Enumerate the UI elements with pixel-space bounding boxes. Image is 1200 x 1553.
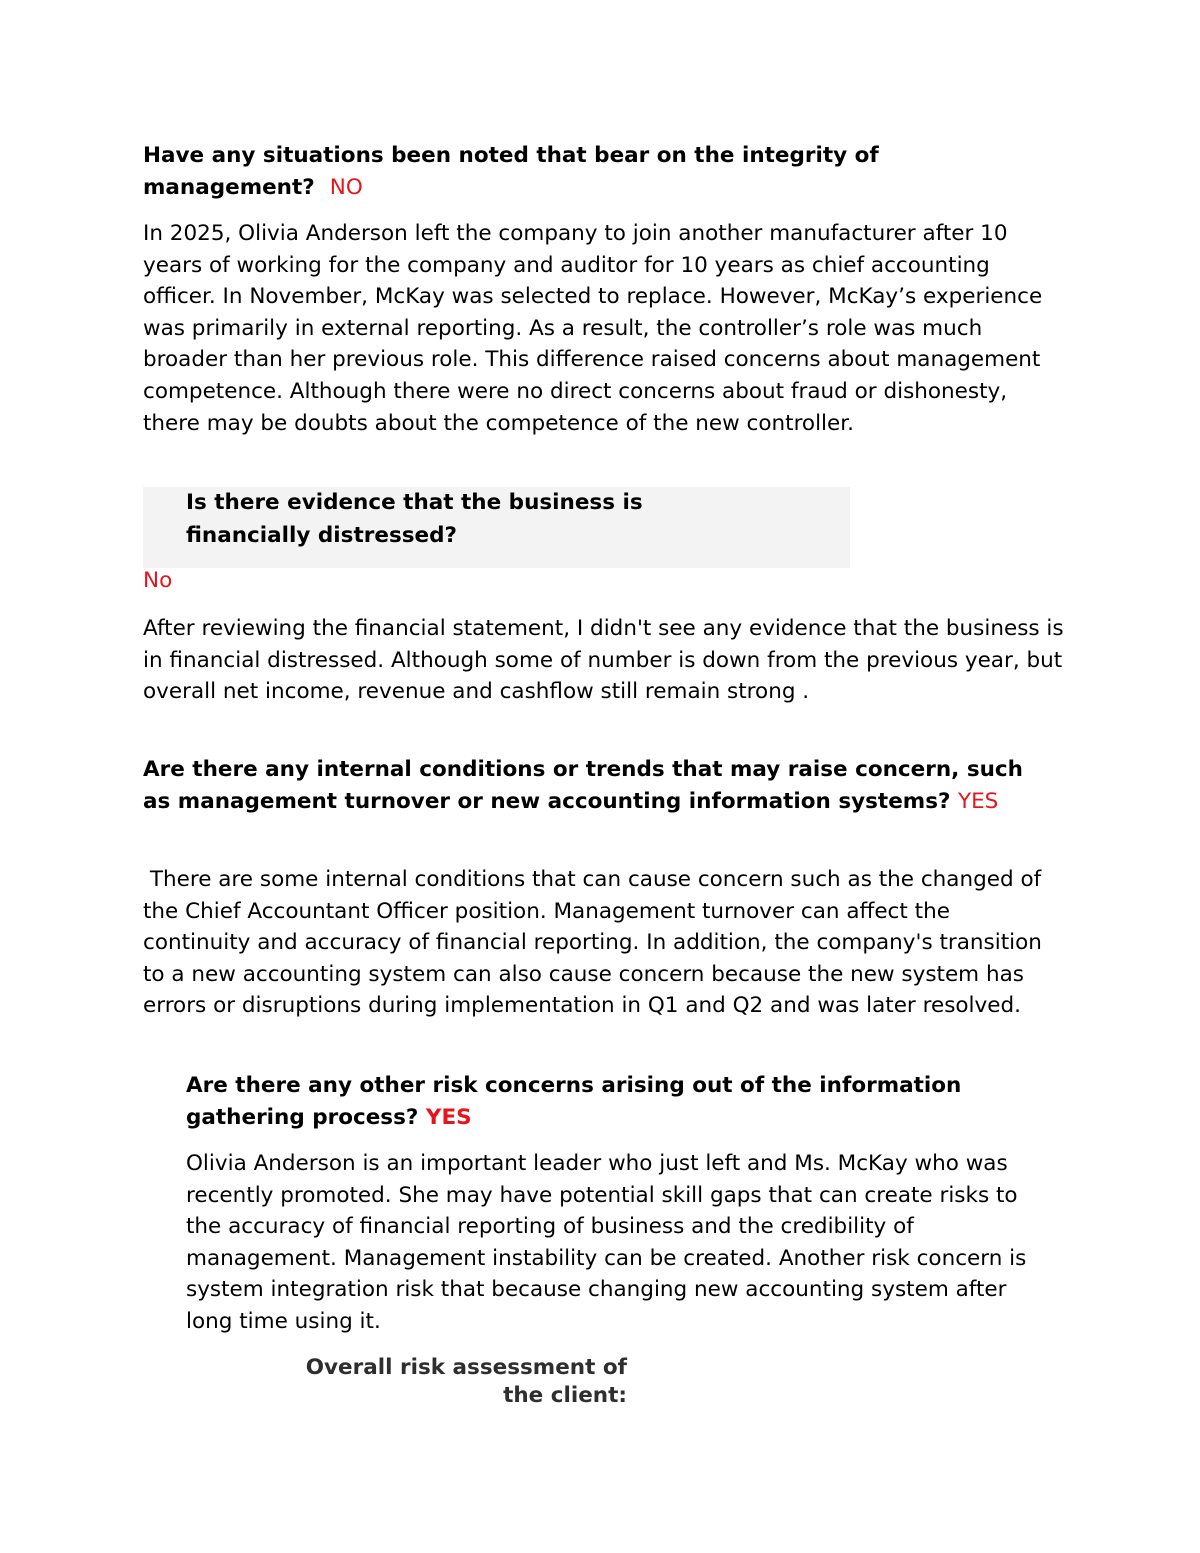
internal-question-text: Are there any internal conditions or trends that may raise concern, such as management turnover or new accounting information systems? [143,757,1023,814]
integrity-question-text: Have any situations been noted that bear on the integrity of management? [143,143,879,200]
other-risk-body: Olivia Anderson is an important leader who just left and Ms. McKay who was recently promoted. She may have potential skill gaps that can create risks to the accuracy of financial reporting of business and the credibility of management. Management instability can be created. Another risk concern is system integration risk that because changing new accounting system after long time using it. [186,1151,1027,1334]
overall-risk-heading [275,1354,627,1410]
other-risk-answer: YES [425,1104,472,1130]
overall-risk-heading-line1: Overall risk assessment of [305,1355,627,1380]
integrity-body: In 2025, Olivia Anderson left the company to join another manufacturer after 10 years of working for the company and auditor for 10 years as chief accounting officer. In November, McKay was selected to replace. However, McKay’s experience was primarily in external reporting. As a result, the controller’s role was much broader than her previous role. This difference raised concerns about management competence. Although there were no direct concerns about fraud or dishonesty, there may be doubts about the competence of the new controller. [143,221,1043,436]
distress-question: Is there evidence that the business is financially distressed? [186,490,643,548]
integrity-question [143,140,1003,203]
distress-answer: No [143,568,173,593]
internal-answer: YES [957,788,999,814]
internal-body: There are some internal conditions that can cause concern such as the changed of the Chief Accountant Officer position. Management turnover can affect the continuity and accuracy of financial reporting. In addition, the company's transition to a new accounting system can also cause concern because the new system has errors or disruptions during implementation in Q1 and Q2 and was later resolved. [143,867,1049,1019]
internal-question [143,754,1043,817]
integrity-answer: NO [329,174,363,200]
overall-risk-heading-line2: the client: [503,1383,627,1408]
distress-body: After reviewing the financial statement, I didn't see any evidence that the business is in financial distressed. Although some of number is down from the previous year, but overall net income, revenue and cashflow still remain strong . [143,616,1064,705]
other-risk-question-text: Are there any other risk concerns arising out of the information gathering process? [186,1073,962,1130]
other-risk-question [186,1070,1046,1133]
